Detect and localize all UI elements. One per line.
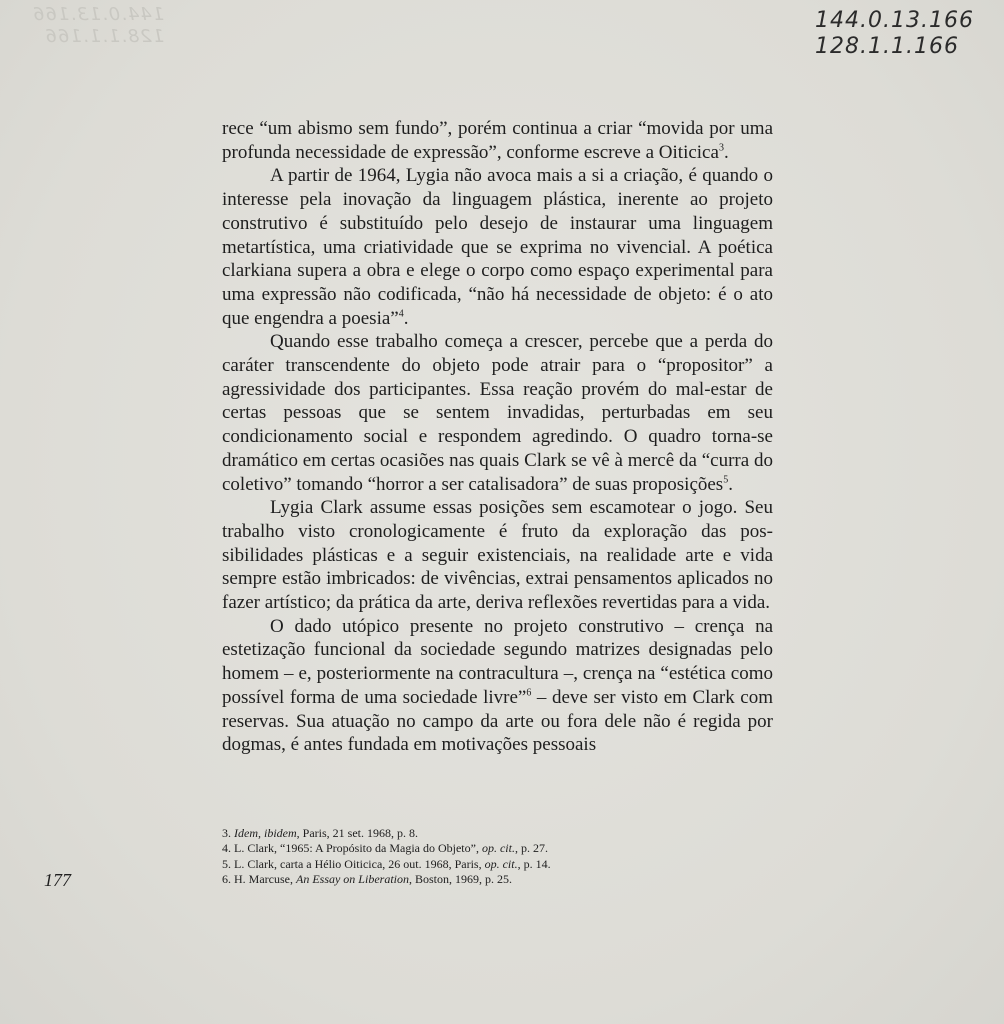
paragraph: Quando esse trabalho começa a crescer, percebe que a perda do caráter transcendente do objeto pode atrair para o “propositor” a agressividade dos participantes. Essa reação provém do mal-estar de certas pessoas que se sentem invadidas, perturbadas em seu condicionamento social e respondem agredindo. O quadro torna-se dramático em certas ocasiões nas quais Clark se vê à mercê da “curra do coletivo” tomando “horror a ser catalisadora” de suas proposições$^5$. bbox=[222, 331, 773, 495]
paragraph: O dado utópico presente no projeto construtivo – crença na estetização funcional da sociedade segundo matrizes designadas pelo homem – e, posteriormente na contracultura –, crença na “estética como possível forma de uma sociedade livre”$^6$ – deve ser visto em Clark com reservas. Sua atuação no campo da arte ou fora dele não é regida por dogmas, é antes fundada em motivações pessoais bbox=[222, 615, 773, 756]
bleed-through-marks bbox=[32, 4, 164, 48]
footnote-ref: 4 bbox=[398, 308, 404, 320]
bleed-line-2: 128.1.1.166 bbox=[44, 26, 165, 47]
paragraph: Lygia Clark assume essas posições sem escamotear o jogo. Seu trabalho visto cronologicamente é fruto da exploração das possibilidades plásticas e a seguir existenciais, na realidade arte e vida sempre estão imbricados: de vivências, extrai pensamentos aplicados no fazer artístico; da prática da arte, deriva reflexões revertidas para a vida. bbox=[222, 497, 773, 614]
footnote: 3. Idem, ibidem, Paris, 21 set. 1968, p. 8. bbox=[222, 826, 418, 840]
body-text bbox=[222, 117, 773, 757]
paragraph: A partir de 1964, Lygia não avoca mais a si a criação, é quando o interesse pela inovação da linguagem plástica, inerente ao projeto construtivo é substituído pelo desejo de instaurar uma linguagem metartística, uma criatividade que se exprima no vivencial. A poética clarkiana supera a obra e elege o corpo como espaço experimental para uma expressão não codificada, “não há necessidade de objeto: é o ato que engendra a poesia”$^4$. bbox=[222, 165, 773, 329]
footnote: 5. L. Clark, carta a Hélio Oiticica, 26 out. 1968, Paris, op. cit., p. 14. bbox=[222, 856, 551, 871]
footnote: 6. H. Marcuse, An Essay on Liberation, Boston, 1969, p. 25. bbox=[222, 871, 512, 886]
footnote-ref: 5 bbox=[723, 474, 729, 486]
footnote: 4. L. Clark, “1965: A Propósito da Magia do Objeto”, op. cit., p. 27. bbox=[222, 841, 548, 856]
footnote-ref: 3 bbox=[718, 142, 724, 154]
page-number: 177 bbox=[44, 870, 71, 890]
catalog-line-1: 144.0.13.166 bbox=[815, 8, 974, 33]
bleed-line-1: 144.0.13.166 bbox=[32, 4, 165, 25]
catalog-line-2: 128.1.1.166 bbox=[815, 34, 960, 59]
footnote-ref: 6 bbox=[526, 687, 532, 699]
paragraph: rece “um abismo sem fundo”, porém continua a criar “movida por uma profunda necessidade de expressão”, conforme escreve a Oiticica$^3$. bbox=[222, 118, 773, 163]
footnotes bbox=[222, 826, 782, 887]
catalog-marks bbox=[815, 8, 974, 60]
